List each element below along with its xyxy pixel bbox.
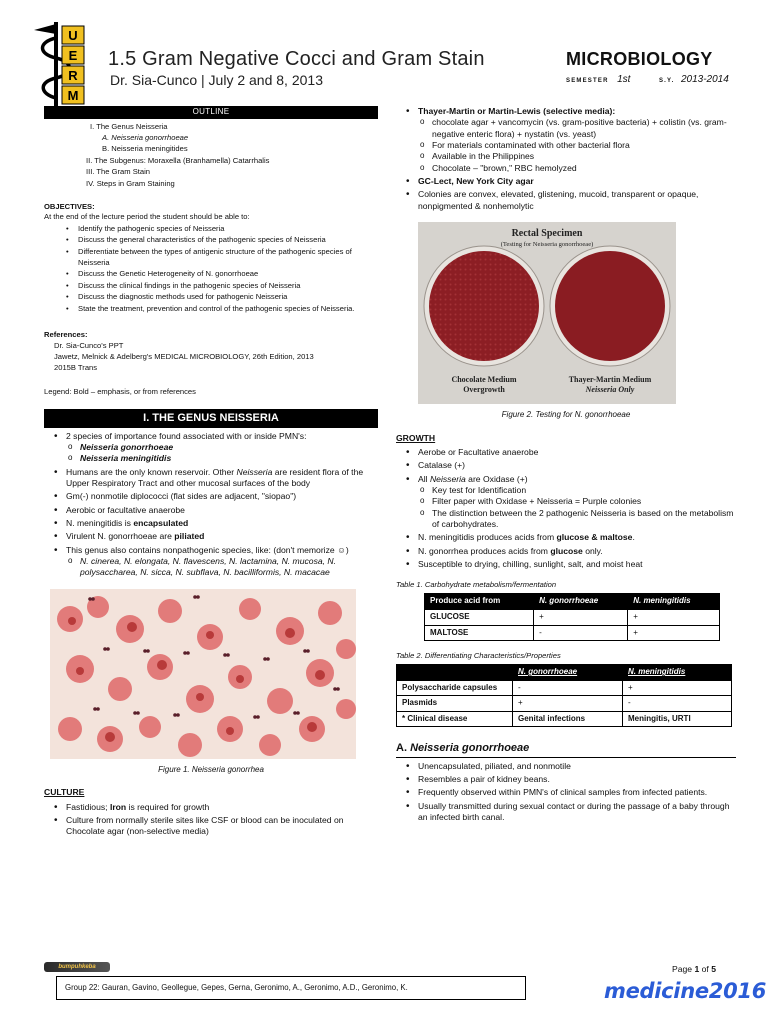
bullet-item	[396, 474, 736, 531]
sy-value: 2013-2014	[680, 74, 729, 85]
bullet-text: Humans are the only known reservoir. Other	[66, 466, 237, 477]
outline-item: III. The Gram Stain	[86, 167, 151, 177]
culture-heading: CULTURE	[44, 787, 85, 798]
bullet-item	[396, 546, 736, 557]
bullet-item: • Usually transmitted during sexual contact or during the passage of a baby through an infected birth canal.	[396, 801, 736, 824]
page-mid: of	[699, 964, 712, 974]
culture-bullets	[44, 802, 378, 838]
sub-bullet-item	[66, 556, 378, 579]
page-pre: Page	[672, 964, 695, 974]
bullet-text: is required for growth	[126, 801, 210, 812]
species-name: Neisseria meningitidis	[80, 453, 172, 464]
subject-name: MICROBIOLOGY	[566, 49, 713, 69]
carbohydrate-table	[424, 593, 720, 641]
reference-item: Jawetz, Melnick & Adelberg's MEDICAL MICROBIOLOGY, 26th Edition, 2013	[54, 352, 314, 362]
objectives-list	[44, 223, 378, 314]
table-cell: * Clinical disease	[397, 711, 513, 727]
logo-letter-u: U	[68, 28, 78, 43]
objective-item: • Discuss the clinical findings in the pathogenic species of Neisseria	[44, 280, 378, 291]
bullet-item: • Aerobic or facultative anaerobe	[44, 505, 378, 516]
bullet-text: are Oxidase (+)	[465, 473, 528, 484]
sub-bullet-item: o For materials contaminated with other bacterial flora	[418, 140, 736, 151]
logo-letter-e: E	[68, 48, 78, 63]
table-cell: Plasmids	[397, 696, 513, 712]
table-cell: +	[513, 696, 623, 712]
bullet-text: This genus also contains nonpathogenic species, like: (don't memorize ☺)	[66, 544, 349, 555]
sy-label: S.Y.	[658, 78, 675, 84]
bullet-item: • Catalase (+)	[396, 460, 736, 471]
table-cell: Genital infections	[513, 711, 623, 727]
outline-list	[44, 121, 378, 189]
bullet-text: Fastidious;	[66, 801, 110, 812]
table-cell: +	[534, 609, 628, 625]
figure-2-caption: Figure 2. Testing for N. gonorrhoeae	[501, 410, 631, 420]
bullet-item: • Aerobe or Facultative anaerobe	[396, 447, 736, 458]
figure-gonorrhea-image	[50, 589, 356, 759]
section-heading-gonorrhoeae	[396, 741, 736, 758]
outline-item-text: A. Neisseria gonorrhoeae	[102, 132, 189, 142]
right-plate-label-1: Thayer-Martin Medium	[568, 375, 652, 385]
bullet-item	[44, 545, 378, 579]
sub-bullets	[66, 556, 378, 579]
table-header-row	[397, 665, 732, 681]
outline-item: B. Neisseria meningitides	[102, 144, 188, 154]
genus-bullets	[44, 431, 378, 579]
bullet-em: Neisseria	[236, 466, 273, 477]
table-cell: +	[628, 625, 720, 641]
objective-item: • Discuss the Genetic Heterogeneity of N. gonorrhoeae	[44, 268, 378, 279]
bullet-item: • Gm(-) nonmotile diplococci (flat sides are adjacent, "siopao")	[44, 491, 378, 502]
logo-letter-r: R	[68, 68, 78, 83]
micrograph-illustration	[50, 589, 356, 759]
bullet-item: • Unencapsulated, piliated, and nonmotile	[396, 761, 736, 772]
objectives-label: OBJECTIVES:	[44, 201, 95, 211]
page-current: 1	[694, 964, 700, 974]
bullet-item	[44, 802, 378, 813]
bullet-item: • Culture from normally sterile sites like CSF or blood can be inoculated on Chocolate agar (non-selective media)	[44, 815, 378, 838]
bullet-item	[44, 531, 378, 542]
section-species: Neisseria gonorrhoeae	[410, 742, 530, 755]
page-title: 1.5 Gram Negative Cocci and Gram Stain	[108, 48, 485, 70]
table-header-cell	[397, 665, 513, 681]
growth-bullets	[396, 447, 736, 570]
table-cell: MALTOSE	[425, 625, 534, 641]
medicine2016-logo: medicine2016	[604, 979, 767, 1003]
bullet-bold: glucose & maltose	[556, 532, 633, 543]
table-row	[397, 680, 732, 696]
outline-item	[44, 132, 378, 143]
species-list: N. cinerea, N. elongata, N. flavescens, N. lactamina, N. mucosa, N. polysaccharea, N. sicca, N. subflava, N. bacilliformis, N. macacae	[80, 556, 337, 578]
page-number	[672, 964, 716, 975]
logo-letter-m: M	[67, 88, 79, 103]
objective-item: • Differentiate between the types of antigenic structure of the pathogenic species of Neisseria	[44, 246, 378, 269]
section-prefix: A.	[396, 742, 411, 755]
table-row	[425, 625, 720, 641]
outline-item: I. The Genus Neisseria	[90, 121, 168, 131]
bullet-text: only.	[582, 545, 603, 556]
page-subtitle: Dr. Sia-Cunco | July 2 and 8, 2013	[110, 72, 323, 88]
bullet-text: 2 species of importance found associated with or inside PMN's:	[66, 430, 307, 441]
header-species: N. meningitidis	[633, 596, 691, 606]
bullet-item: • Colonies are convex, elevated, glistening, mucoid, transparent or opaque, nonpigmented & nonhemolytic	[396, 189, 736, 212]
bullet-bold: Iron	[109, 801, 127, 812]
table-cell: Meningitis, URTI	[623, 711, 732, 727]
bullet-item: • Frequently observed within PMN's of clinical samples from infected patients.	[396, 787, 736, 798]
objective-item: • State the treatment, prevention and control of the pathogenic species of Neisseria.	[44, 303, 378, 314]
table-row	[397, 711, 732, 727]
section-heading-genus: I. THE GENUS NEISSERIA	[44, 409, 378, 428]
bullet-item: • Susceptible to drying, chilling, sunlight, salt, and moist heat	[396, 559, 736, 570]
species-name: Neisseria gonorrhoeae	[80, 441, 174, 452]
table-header-cell: Produce acid from	[425, 594, 534, 610]
table-cell: +	[628, 609, 720, 625]
reference-item: 2015B Trans	[54, 363, 98, 373]
sub-bullet-item: o The distinction between the 2 pathogenic Neisseria is based on the metabolism of carbohydrates.	[418, 508, 736, 531]
left-plate-label-2: Overgrowth	[463, 385, 505, 395]
table-1-caption: Table 1. Carbohydrate metabolism/fermentation	[396, 580, 557, 590]
group-members: Group 22: Gauran, Gavino, Geollegue, Gepes, Gerna, Geronimo, A., Geronimo, A.D., Geronimo, K.	[56, 976, 526, 1000]
bullet-item	[396, 106, 736, 174]
right-column	[396, 106, 736, 826]
references-label: References:	[44, 330, 88, 340]
bullet-bold: glucose	[550, 545, 583, 556]
bullet-item	[44, 518, 378, 529]
bullet-text: N. meningitidis produces acids from	[418, 532, 557, 543]
left-column	[44, 106, 378, 840]
bullet-text: are resident flora of the Upper Respiratory Tract and other mucosal surfaces of the body	[66, 466, 364, 488]
sub-bullet-item: o Key test for Identification	[418, 485, 736, 496]
growth-heading: GROWTH	[396, 432, 436, 443]
semester-value: 1st	[617, 74, 631, 85]
bullet-item: • Resembles a pair of kidney beans.	[396, 774, 736, 785]
objectives-intro: At the end of the lecture period the student should be able to:	[44, 211, 250, 221]
sub-bullet-item: o Filter paper with Oxidase + Neisseria = Purple colonies	[418, 496, 736, 507]
bullet-bold: piliated	[174, 531, 205, 542]
header-species: N. gonorrhoeae	[539, 596, 599, 606]
objective-item: • Discuss the diagnostic methods used for pathogenic Neisseria	[44, 291, 378, 302]
uerm-logo	[30, 20, 92, 108]
sub-bullet-item	[66, 453, 378, 464]
outline-item: IV. Steps in Gram Staining	[86, 178, 175, 188]
bullet-item	[396, 176, 736, 187]
sub-bullet-item: o Chocolate – "brown," RBC hemolyzed	[418, 163, 736, 174]
bullet-item	[44, 431, 378, 465]
right-plate-label-2: Neisseria Only	[585, 385, 635, 395]
bullet-bold: encapsulated	[133, 518, 189, 528]
references-list	[44, 340, 378, 373]
footer-brand-text: bumpuhkeba	[58, 964, 96, 970]
table-header-row	[425, 594, 720, 610]
sub-bullet-item	[66, 442, 378, 453]
sub-bullet-item: o chocolate agar + vancomycin (vs. gram-positive bacteria) + colistin (vs. gram-negative enteric flora) + nystatin (vs. yeast)	[418, 117, 736, 140]
plates-title: Rectal Specimen	[511, 228, 583, 240]
table-row	[425, 609, 720, 625]
table-header-cell: N. meningitidis	[623, 665, 732, 681]
footer-brand-logo	[44, 962, 110, 972]
agar-plates-illustration	[418, 222, 676, 404]
legend-note: Legend: Bold – emphasis, or from references	[44, 387, 196, 397]
characteristics-table	[396, 664, 732, 727]
table-cell: +	[623, 680, 732, 696]
figure-plates-image	[418, 222, 676, 404]
bullet-text: N. meningitidis is	[66, 518, 134, 528]
table-cell: GLUCOSE	[425, 609, 534, 625]
table-header-cell: N. gonorrhoeae	[513, 665, 623, 681]
sub-bullets	[418, 485, 736, 530]
plates-subtitle: (Testing for Neisseria gonorrhoeae)	[500, 241, 594, 249]
table-cell: Polysaccharide capsules	[397, 680, 513, 696]
bullet-bold: Thayer-Martin or Martin-Lewis (selective media):	[418, 106, 616, 116]
left-plate-label-1: Chocolate Medium	[451, 375, 517, 385]
reference-item: Dr. Sia-Cunco's PPT	[54, 341, 124, 351]
objective-item: • Identify the pathogenic species of Neisseria	[44, 223, 378, 234]
table-header-cell	[534, 594, 628, 610]
table-row	[397, 696, 732, 712]
gonorrhoeae-bullets	[396, 761, 736, 824]
bullet-text: All	[418, 473, 430, 484]
semester-label: SEMESTER	[566, 78, 609, 84]
figure-1-caption: Figure 1. Neisseria gonorrhea	[158, 764, 264, 774]
bullet-text: .	[632, 532, 635, 543]
objective-item: • Discuss the general characteristics of the pathogenic species of Neisseria	[44, 234, 378, 245]
sub-bullets	[66, 442, 378, 465]
outline-item: II. The Subgenus: Moraxella (Branhamella) Catarrhalis	[86, 155, 270, 165]
table-header-cell	[628, 594, 720, 610]
bullet-text: N. gonorrhea produces acids from	[418, 545, 551, 556]
bullet-bold: GC-Lect, New York City agar	[418, 176, 534, 187]
sub-bullets	[418, 117, 736, 174]
table-cell: -	[534, 625, 628, 641]
sub-bullet-item: o Available in the Philippines	[418, 151, 736, 162]
semester-row	[566, 73, 729, 86]
bullet-text: Virulent N. gonorrhoeae are	[66, 531, 175, 542]
table-2-caption: Table 2. Differentiating Characteristics/Properties	[396, 651, 561, 661]
table-cell: -	[513, 680, 623, 696]
outline-heading: OUTLINE	[44, 106, 378, 119]
bullet-item	[396, 532, 736, 543]
bullet-em: Neisseria	[429, 473, 466, 484]
media-bullets	[396, 106, 736, 212]
bullet-item	[44, 467, 378, 490]
page-total: 5	[711, 964, 716, 974]
table-cell: -	[623, 696, 732, 712]
